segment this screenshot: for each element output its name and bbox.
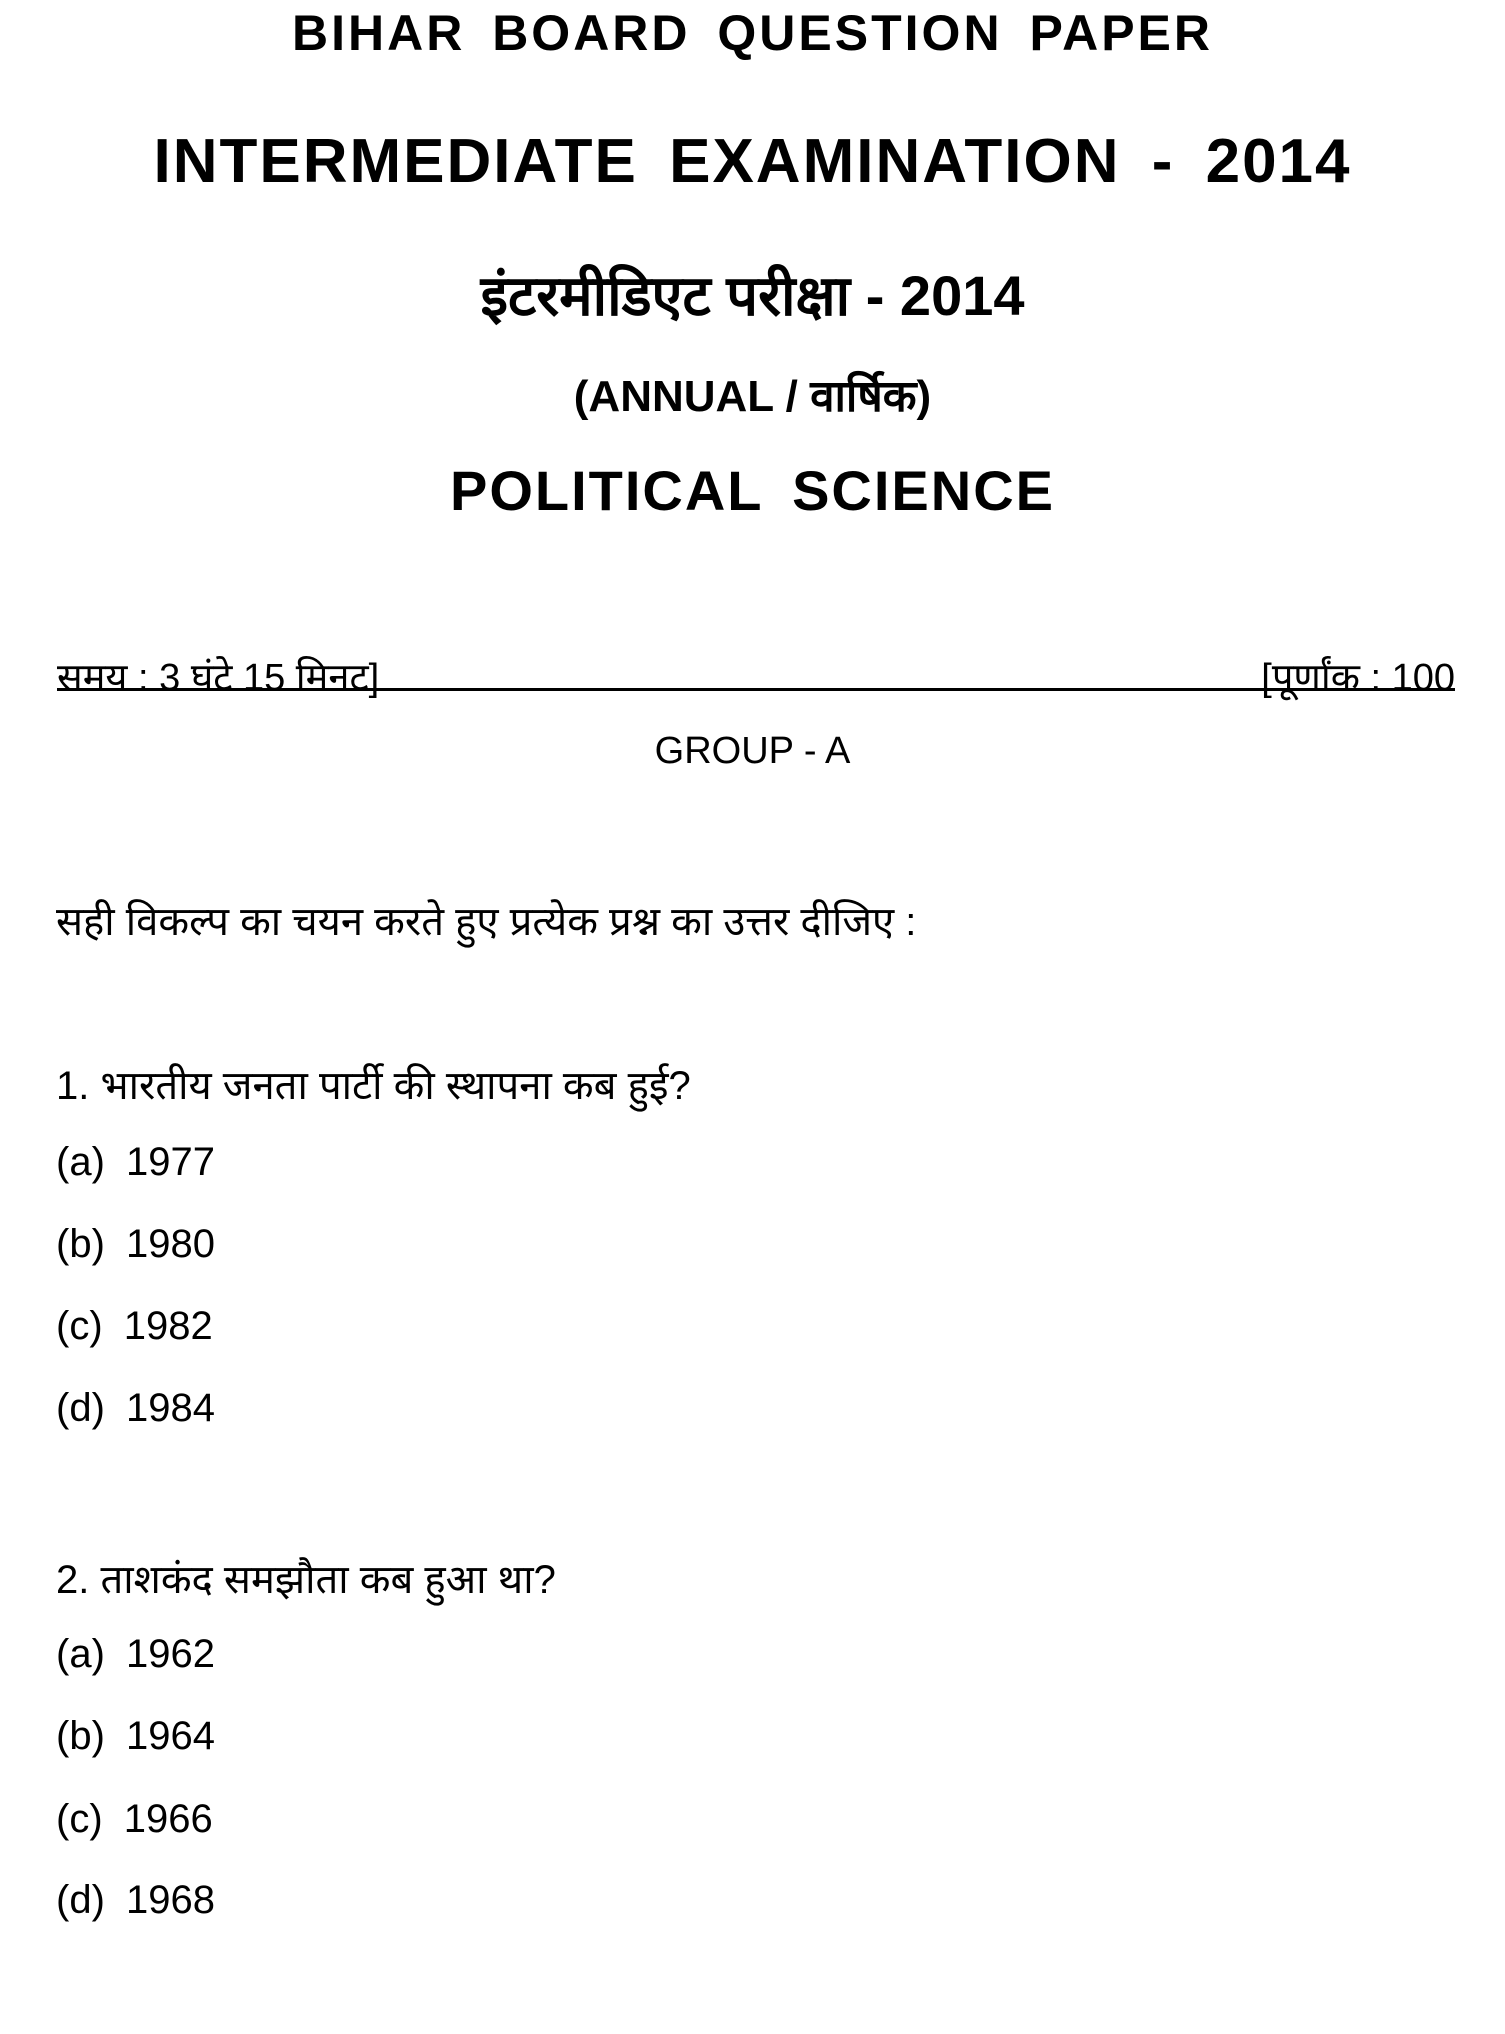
option-d: (d) 1968 <box>56 1878 215 1922</box>
session-label: (ANNUAL / वार्षिक) <box>573 372 932 421</box>
time-allowed: समय : 3 घंटे 15 मिनट] <box>57 657 380 699</box>
option-a: (a) 1977 <box>56 1140 215 1184</box>
option-b: (b) 1980 <box>56 1222 215 1266</box>
full-marks: [पूर्णांक : 100 <box>1261 657 1455 699</box>
question-text: 2. ताशकंद समझौता कब हुआ था? <box>56 1558 556 1602</box>
exam-meta-row <box>57 650 1455 699</box>
group-heading: GROUP - A <box>654 730 851 772</box>
board-title: BIHAR BOARD QUESTION PAPER <box>291 5 1213 61</box>
option-d: (d) 1984 <box>56 1386 215 1430</box>
exam-title-hindi: इंटरमीडिएट परीक्षा - 2014 <box>480 264 1025 327</box>
instruction: सही विकल्प का चयन करते हुए प्रत्येक प्रश्न का उत्तर दीजिए : <box>56 900 917 944</box>
option-c: (c) 1966 <box>56 1797 213 1841</box>
option-b: (b) 1964 <box>56 1714 215 1758</box>
exam-title: INTERMEDIATE EXAMINATION - 2014 <box>153 127 1352 196</box>
question-text: 1. भारतीय जनता पार्टी की स्थापना कब हुई? <box>56 1064 691 1108</box>
option-a: (a) 1962 <box>56 1632 215 1676</box>
option-c: (c) 1982 <box>56 1304 213 1348</box>
subject-title: POLITICAL SCIENCE <box>449 459 1055 522</box>
